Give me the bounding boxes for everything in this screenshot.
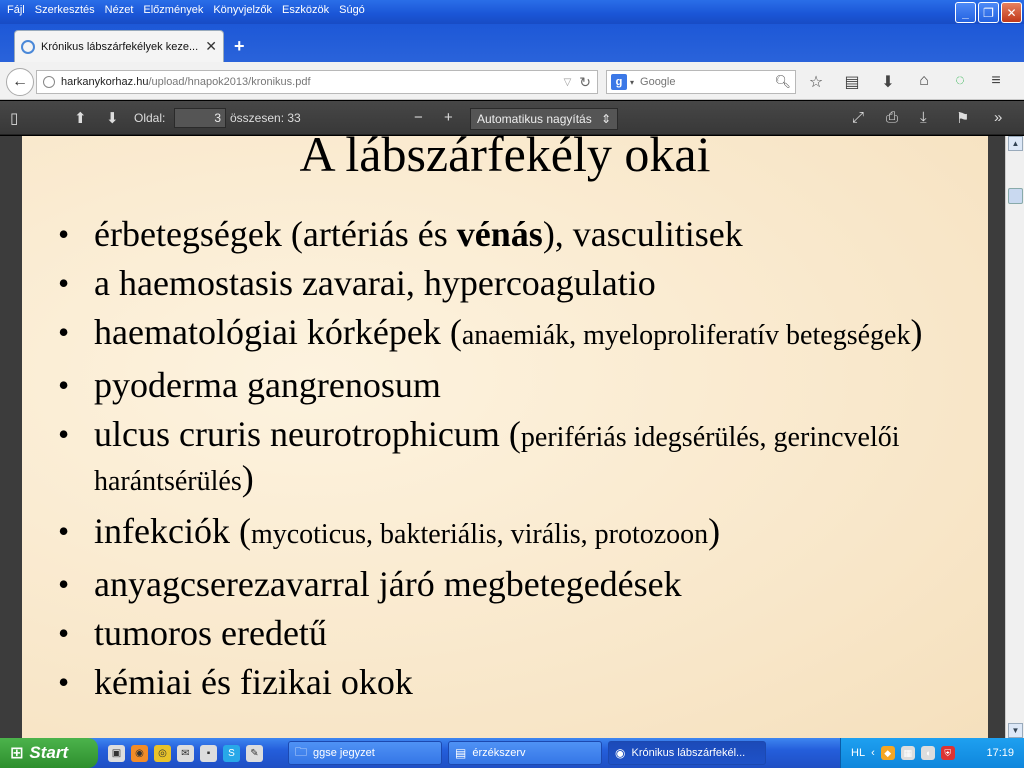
windows-flag-icon: ⊞ [10, 745, 24, 762]
zoom-out-button[interactable]: − [414, 109, 423, 126]
bullet-text: ) [708, 511, 721, 551]
back-arrow-icon: ← [12, 73, 28, 90]
taskbar-item-folder[interactable] [288, 741, 442, 765]
chrome-icon[interactable]: ◎ [154, 745, 171, 762]
sync-icon[interactable]: ◌ [955, 72, 965, 89]
taskbar [0, 738, 1024, 768]
start-label: Start [29, 743, 69, 762]
bullet-bold-text: vénás [456, 214, 543, 254]
navigation-bar [0, 62, 1024, 100]
firefox-icon[interactable]: ◉ [131, 745, 148, 762]
taskbar-item-label: érzékszerv [472, 747, 526, 759]
start-button[interactable] [0, 738, 98, 768]
slide-title: A lábszárfekély okai [299, 136, 711, 182]
bullet-text: ) [241, 458, 254, 498]
fullscreen-icon[interactable]: ⤢ [852, 109, 865, 126]
url-host: harkanykorhaz.hu [61, 76, 149, 88]
system-tray [840, 738, 1024, 768]
bullet-text: pyoderma gangrenosum [94, 365, 441, 405]
bullet-text: anyagcserezavarral járó megbetegedések [94, 564, 682, 604]
menu-bookmarks[interactable]: Könyvjelzők [213, 4, 273, 16]
title-bar [0, 0, 1024, 24]
bullet-text: ) [910, 312, 923, 352]
reading-list-icon[interactable]: ▤ [844, 74, 860, 91]
zoom-in-button[interactable]: + [444, 109, 453, 126]
zoom-dropdown-icon: ⇕ [600, 112, 611, 126]
total-pages-label: összesen: 33 [230, 111, 301, 125]
document-icon: ▤ [455, 746, 467, 760]
tray-security-icon[interactable]: ⛨ [941, 746, 955, 760]
new-tab-button[interactable]: + [234, 36, 245, 56]
taskbar-item-browser[interactable] [608, 741, 766, 765]
zoom-select[interactable] [470, 108, 618, 130]
bullet-item [58, 511, 958, 555]
globe-icon [43, 76, 55, 88]
hamburger-menu-icon[interactable]: ≡ [991, 72, 1001, 89]
bullet-text: érbetegségek (artériás és [94, 214, 457, 254]
site-favicon-icon [21, 40, 35, 54]
engine-dropdown-icon[interactable]: ▾ [630, 77, 635, 87]
bullet-text: ), vasculitisek [542, 214, 743, 254]
url-text[interactable] [61, 76, 564, 88]
google-engine-icon[interactable]: g [611, 74, 627, 90]
tray-expand-icon[interactable]: ‹ [871, 747, 875, 759]
page-number-input[interactable] [174, 108, 226, 128]
quick-launch [108, 745, 263, 762]
menu-tools[interactable]: Eszközök [282, 4, 330, 16]
language-indicator[interactable]: HL [851, 747, 866, 759]
search-icon[interactable]: 🔍︎ [774, 74, 791, 89]
tab-close-icon[interactable]: ✕ [205, 38, 217, 54]
maximize-button[interactable]: ❐ [978, 2, 999, 23]
bullet-detail-text: mycoticus, bakteriális, virális, protozoon [250, 519, 709, 550]
close-window-button[interactable]: ✕ [1001, 2, 1022, 23]
pdf-toolbar [0, 101, 1024, 135]
tab-active[interactable] [14, 30, 224, 62]
menu-edit[interactable]: Szerkesztés [34, 4, 95, 16]
show-desktop-icon[interactable]: ▣ [108, 745, 125, 762]
tray-network-icon[interactable]: ▦ [901, 746, 915, 760]
search-bar[interactable] [606, 70, 796, 94]
menu-view[interactable]: Nézet [104, 4, 134, 16]
bullet-list [58, 214, 958, 711]
skype-icon[interactable]: S [223, 745, 240, 762]
bullet-text: ulcus cruris neurotrophicum ( [94, 414, 521, 454]
taskbar-item-label: Krónikus lábszárfekél... [631, 747, 746, 759]
next-page-icon[interactable]: ⬇ [106, 110, 119, 127]
bullet-text: haematológiai kórképek ( [94, 312, 462, 352]
pdf-viewer [0, 136, 1024, 738]
clock[interactable]: 17:19 [986, 747, 1014, 759]
outlook-icon[interactable]: ✉ [177, 745, 194, 762]
bullet-item [58, 613, 958, 653]
page-label: Oldal: [134, 111, 166, 125]
tray-volume-icon[interactable]: ◖ [921, 746, 935, 760]
tab-strip [0, 24, 1024, 62]
bullet-item [58, 214, 958, 254]
download-icon[interactable]: ⬇ [881, 74, 895, 91]
bullet-item [58, 662, 958, 702]
bullet-detail-text: anaemiák, myeloproliferatív betegségek [461, 320, 911, 351]
taskbar-item-document[interactable] [448, 741, 602, 765]
zoom-value: Automatikus nagyítás [477, 112, 592, 126]
search-input[interactable] [640, 76, 770, 88]
print-icon[interactable]: ⎙ [886, 109, 899, 126]
url-path: /upload/hnapok2013/kronikus.pdf [148, 76, 311, 88]
bullet-text: tumoros eredetű [94, 613, 327, 653]
folder-icon: 🗀 [295, 744, 308, 759]
bookmark-star-icon[interactable]: ☆ [808, 74, 824, 91]
url-dropdown-icon[interactable]: ▽ [563, 76, 572, 88]
bullet-item [58, 312, 958, 356]
paint-icon[interactable]: ✎ [246, 745, 263, 762]
nav-toolbar-icons [806, 72, 1006, 92]
bullet-item [58, 263, 958, 303]
sidebar-toggle-icon[interactable]: ▯ [10, 110, 19, 127]
address-bar[interactable] [36, 70, 598, 94]
previous-page-icon[interactable]: ⬆ [74, 110, 87, 127]
scroll-up-icon[interactable]: ▲ [1008, 136, 1023, 151]
bullet-text: kémiai és fizikai okok [94, 662, 413, 702]
tab-title: Krónikus lábszárfekélyek keze... [41, 40, 199, 53]
menu-bar [2, 4, 370, 16]
floppy-icon[interactable]: ▪ [200, 745, 217, 762]
bullet-text: a haemostasis zavarai, hypercoagulatio [94, 263, 656, 303]
minimize-button[interactable]: _ [955, 2, 976, 23]
window-controls [955, 2, 1022, 23]
bullet-item [58, 414, 958, 502]
save-icon[interactable]: ⤓ [920, 109, 927, 126]
tools-more-icon[interactable]: » [994, 109, 1003, 126]
firefox-task-icon: ◉ [615, 746, 626, 760]
bullet-text: infekciók ( [94, 511, 251, 551]
bullet-item [58, 365, 958, 405]
back-button[interactable] [6, 68, 34, 96]
menu-help[interactable]: Súgó [339, 4, 365, 16]
vertical-scrollbar[interactable] [1005, 136, 1024, 738]
menu-file[interactable]: Fájl [7, 4, 25, 16]
reload-icon[interactable]: ↻ [579, 73, 591, 90]
menu-history[interactable]: Előzmények [143, 4, 204, 16]
scroll-thumb[interactable] [1008, 188, 1023, 204]
home-icon[interactable]: ⌂ [919, 72, 929, 89]
scroll-down-icon[interactable]: ▼ [1008, 723, 1023, 738]
tray-app-icon[interactable]: ◆ [881, 746, 895, 760]
pdf-page [22, 136, 988, 738]
bullet-detail-text: perifériás idegsérülés, gerincvelői harántsérülés [94, 422, 900, 497]
taskbar-item-label: ggse jegyzet [313, 747, 375, 759]
bookmark-icon[interactable]: ⚑ [956, 110, 970, 127]
bullet-item [58, 564, 958, 604]
